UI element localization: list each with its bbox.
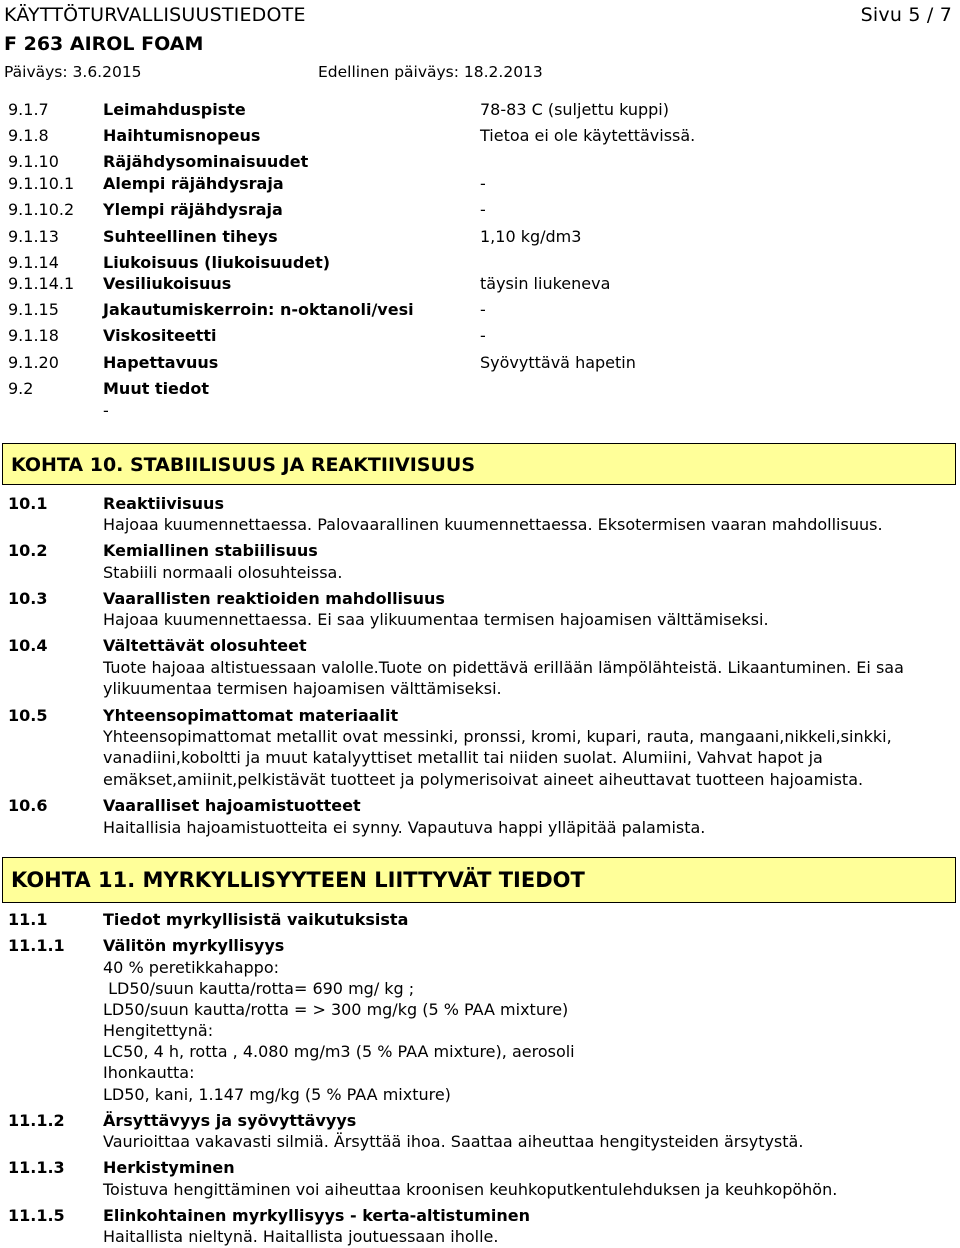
subsection-text: Tuote hajoaa altistuessaan valolle.Tuote on pidettävä erillään lämpölähteistä. Likaantuminen. Ei saa	[103, 658, 904, 677]
row-value: 78-83 C (suljettu kuppi)	[480, 100, 669, 119]
row-number: 9.1.8	[8, 126, 49, 145]
subsection-number: 10.1	[8, 494, 48, 513]
row-label: Haihtumisnopeus	[103, 126, 261, 145]
section-11-heading	[2, 857, 956, 903]
row-label: Liukoisuus (liukoisuudet)	[103, 253, 331, 272]
subsection-text: emäkset,amiinit,pelkistävät tuotteet ja polymerisoivat aineet aiheuttavat tuotteen hajoamista.	[103, 770, 864, 789]
row-number: 9.1.10.2	[8, 200, 75, 219]
subsection-text: LD50/suun kautta/rotta = > 300 mg/kg (5 % PAA mixture)	[103, 1000, 569, 1019]
row-value: Tietoa ei ole käytettävissä.	[480, 126, 696, 145]
subsection-text: vanadiini,koboltti ja muut katalyyttiset metallit tai niiden suolat. Alumiini, Vahvat hapot ja	[103, 748, 823, 767]
row-value: Syövyttävä hapetin	[480, 353, 636, 372]
subsection-label: Vältettävät olosuhteet	[103, 636, 307, 655]
row-number: 9.1.7	[8, 100, 49, 119]
subsection-text: Toistuva hengittäminen voi aiheuttaa kroonisen keuhkoputkentulehduksen ja keuhkopöhön.	[103, 1180, 838, 1199]
subsection-text: Haitallisia hajoamistuotteita ei synny. Vapautuva happi ylläpitää palamista.	[103, 818, 706, 837]
subsection-label: Ärsyttävyys ja syövyttävyys	[103, 1111, 357, 1130]
page-number: Sivu 5 / 7	[860, 4, 952, 26]
row-label: Viskositeetti	[103, 326, 217, 345]
subsection-number: 10.3	[8, 589, 48, 608]
subsection-text: LD50/suun kautta/rotta= 690 mg/ kg ;	[103, 979, 415, 998]
subsection-text: Yhteensopimattomat metallit ovat messinki, pronssi, kromi, kupari, rauta, mangaani,nikkeli,sinkki,	[103, 727, 892, 746]
row-number: 9.1.14.1	[8, 274, 75, 293]
subsection-label: Tiedot myrkyllisistä vaikutuksista	[103, 910, 409, 929]
subsection-label: Reaktiivisuus	[103, 494, 224, 513]
row-value: -	[480, 200, 486, 219]
subsection-text: 40 % peretikkahappo:	[103, 958, 280, 977]
row-number: 9.1.18	[8, 326, 59, 345]
row-value: -	[480, 174, 486, 193]
subsection-label: Vaarallisten reaktioiden mahdollisuus	[103, 589, 445, 608]
row-label: Räjähdysominaisuudet	[103, 152, 309, 171]
subsection-text: ylikuumentaa termisen hajoamisen välttämiseksi.	[103, 679, 502, 698]
subsection-text: Hengitettynä:	[103, 1021, 214, 1040]
subsection-text: Stabiili normaali olosuhteissa.	[103, 563, 343, 582]
subsection-label: Vaaralliset hajoamistuotteet	[103, 796, 361, 815]
row-number: 9.2	[8, 379, 34, 398]
row-label: Jakautumiskerroin: n-oktanoli/vesi	[103, 300, 414, 319]
row-number: 9.1.15	[8, 300, 59, 319]
subsection-number: 10.4	[8, 636, 48, 655]
subsection-text: Vaurioittaa vakavasti silmiä. Ärsyttää ihoa. Saattaa aiheuttaa hengitysteiden ärsytystä.	[103, 1132, 804, 1151]
row-value: 1,10 kg/dm3	[480, 227, 582, 246]
subsection-text: Ihonkautta:	[103, 1063, 195, 1082]
row-label: Alempi räjähdysraja	[103, 174, 284, 193]
section-11-title: KOHTA 11. MYRKYLLISYYTEEN LIITTYVÄT TIEDOT	[11, 868, 585, 892]
row-number: 9.1.14	[8, 253, 59, 272]
subsection-text: Haitallista nieltynä. Haitallista joutuessaan iholle.	[103, 1227, 499, 1246]
subsection-number: 11.1.5	[8, 1206, 65, 1225]
row-value: -	[103, 401, 109, 420]
section-10-title: KOHTA 10. STABIILISUUS JA REAKTIIVISUUS	[11, 454, 476, 476]
row-value: -	[480, 326, 486, 345]
row-value: -	[480, 300, 486, 319]
subsection-label: Välitön myrkyllisyys	[103, 936, 285, 955]
row-number: 9.1.10	[8, 152, 59, 171]
row-number: 9.1.10.1	[8, 174, 75, 193]
row-number: 9.1.20	[8, 353, 59, 372]
subsection-number: 11.1.3	[8, 1158, 65, 1177]
subsection-text: Hajoaa kuumennettaessa. Ei saa ylikuumentaa termisen hajoamisen välttämiseksi.	[103, 610, 769, 629]
subsection-label: Kemiallinen stabiilisuus	[103, 541, 318, 560]
subsection-text: Hajoaa kuumennettaessa. Palovaarallinen kuumennettaessa. Eksotermisen vaaran mahdollisuus.	[103, 515, 883, 534]
previous-date: Edellinen päiväys: 18.2.2013	[318, 63, 543, 81]
row-label: Ylempi räjähdysraja	[103, 200, 283, 219]
subsection-text: LD50, kani, 1.147 mg/kg (5 % PAA mixture)	[103, 1085, 451, 1104]
product-name: F 263 AIROL FOAM	[4, 33, 204, 55]
subsection-number: 11.1.1	[8, 936, 65, 955]
row-label: Leimahduspiste	[103, 100, 246, 119]
row-value: täysin liukeneva	[480, 274, 611, 293]
issue-date: Päiväys: 3.6.2015	[4, 63, 142, 81]
subsection-label: Elinkohtainen myrkyllisyys - kerta-altistuminen	[103, 1206, 531, 1225]
row-label: Muut tiedot	[103, 379, 209, 398]
subsection-number: 10.6	[8, 796, 48, 815]
row-number: 9.1.13	[8, 227, 59, 246]
row-label: Vesiliukoisuus	[103, 274, 232, 293]
subsection-number: 11.1	[8, 910, 48, 929]
row-label: Hapettavuus	[103, 353, 219, 372]
row-label: Suhteellinen tiheys	[103, 227, 278, 246]
section-10-heading	[2, 443, 956, 485]
subsection-number: 10.2	[8, 541, 48, 560]
subsection-label: Yhteensopimattomat materiaalit	[103, 706, 399, 725]
subsection-label: Herkistyminen	[103, 1158, 235, 1177]
subsection-text: LC50, 4 h, rotta , 4.080 mg/m3 (5 % PAA mixture), aerosoli	[103, 1042, 575, 1061]
subsection-number: 10.5	[8, 706, 48, 725]
subsection-number: 11.1.2	[8, 1111, 65, 1130]
document-title: KÄYTTÖTURVALLISUUSTIEDOTE	[4, 4, 306, 26]
